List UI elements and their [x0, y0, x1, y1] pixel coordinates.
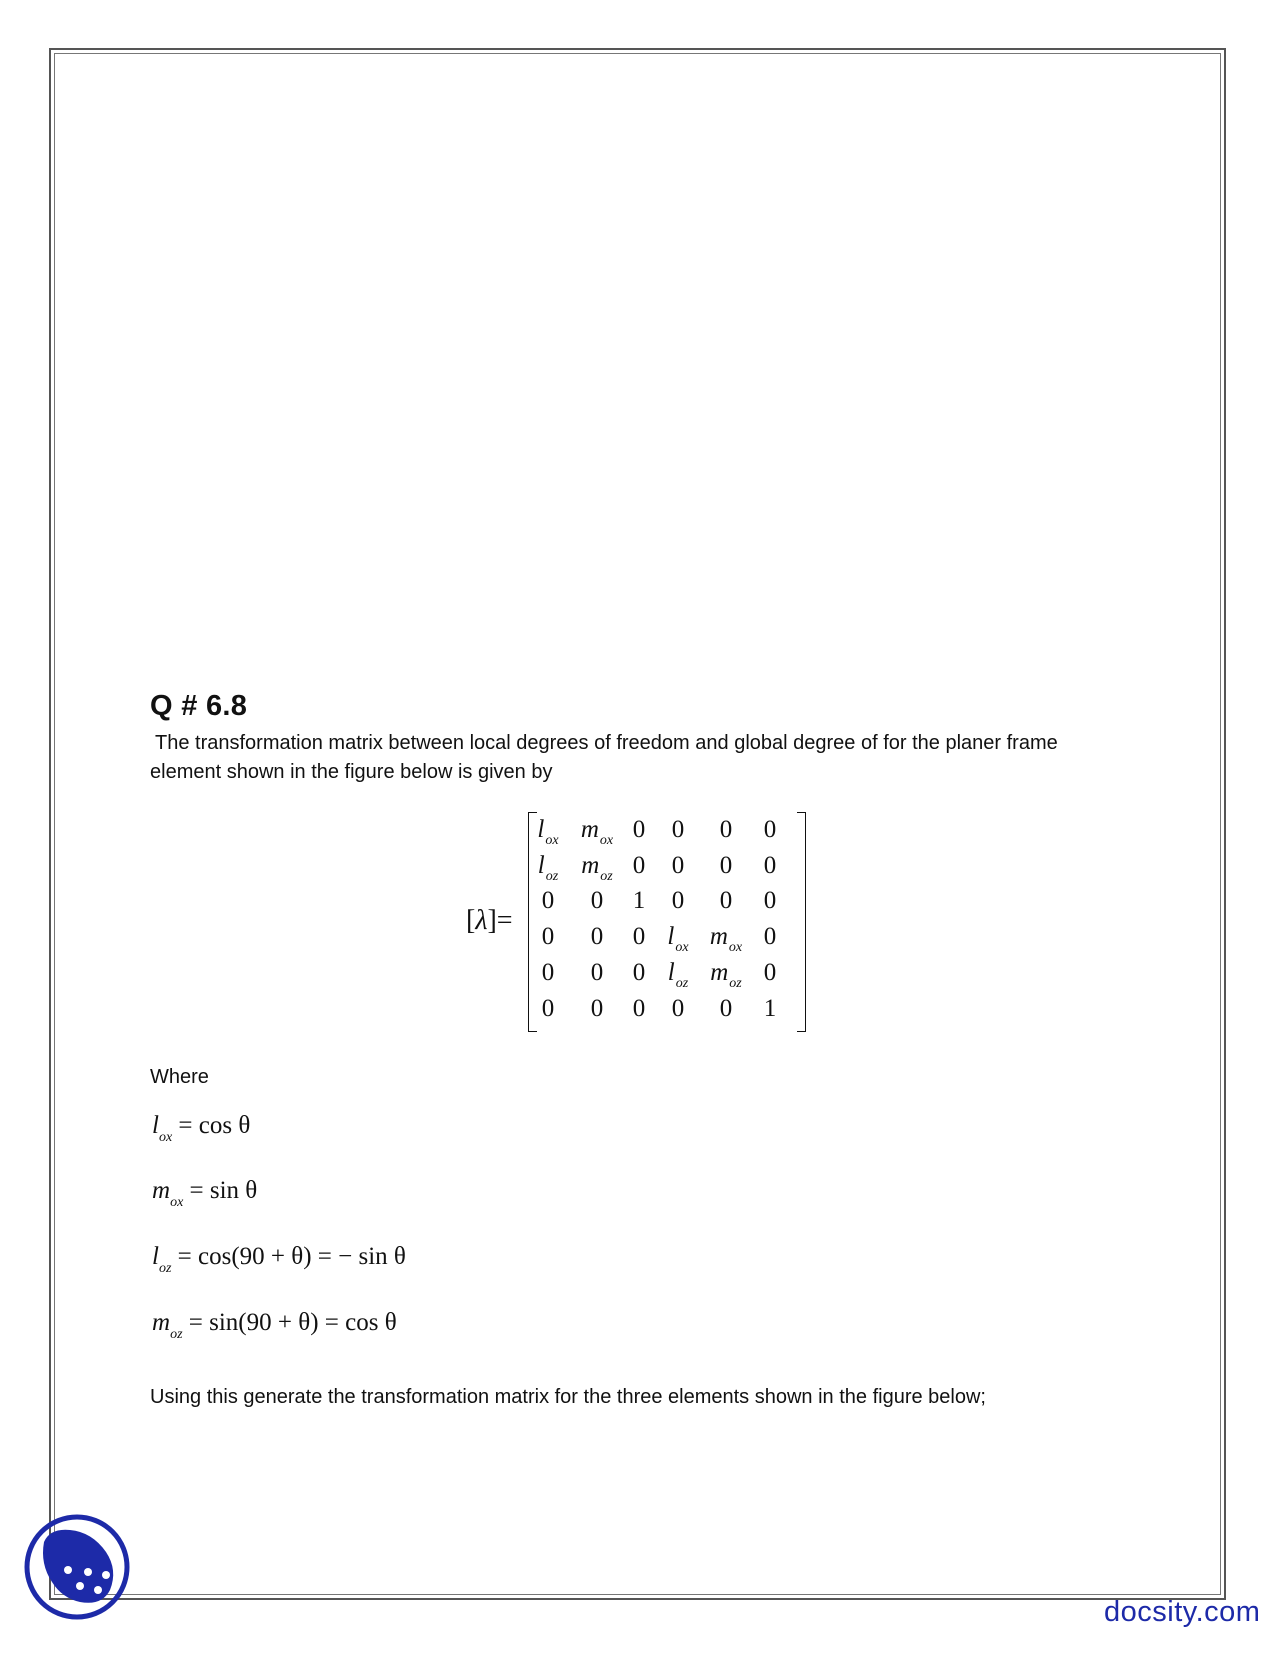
matrix-cell: 0	[671, 887, 685, 914]
matrix-cell: 0	[541, 923, 555, 950]
matrix-cell: 0	[671, 995, 685, 1022]
matrix-cell: 0	[632, 995, 646, 1022]
matrix-cell: 0	[763, 852, 777, 879]
intro-line-2: element shown in the figure below is given by	[150, 761, 553, 783]
matrix-cell: 0	[590, 923, 604, 950]
lambda-symbol: λ	[475, 905, 488, 936]
matrix-cell: 0	[719, 887, 733, 914]
matrix-cell: 0	[763, 887, 777, 914]
matrix-lhs: [λ]=	[466, 905, 513, 936]
docsity-brand[interactable]: docsity.com	[1104, 1596, 1261, 1628]
matrix-cell: 1	[632, 887, 646, 914]
matrix-cell: 0	[763, 959, 777, 986]
matrix-cell: $l_{oz}$	[537, 852, 559, 884]
matrix-cell: 0	[590, 995, 604, 1022]
matrix-cell: 0	[632, 816, 646, 843]
matrix-cell: 1	[763, 995, 777, 1022]
matrix-cell: 0	[590, 959, 604, 986]
matrix-cell: $m_{oz}$	[710, 959, 742, 991]
definition-line: $l_{ox} = \cos \theta$	[152, 1112, 251, 1145]
matrix-cell: 0	[541, 959, 555, 986]
transformation-matrix	[528, 812, 806, 1032]
question-title: Q # 6.8	[150, 690, 248, 722]
matrix-cell: 0	[719, 995, 733, 1022]
matrix-cell: 0	[719, 852, 733, 879]
matrix-cell: $m_{oz}$	[581, 852, 613, 884]
matrix-cell: 0	[763, 816, 777, 843]
definition-line: $m_{oz} = \sin(90 + \theta) = \cos \theta$	[152, 1309, 397, 1342]
matrix-cell: $m_{ox}$	[580, 816, 614, 848]
matrix-cell: $l_{oz}$	[667, 959, 689, 991]
matrix-cell: 0	[632, 923, 646, 950]
matrix-cell: 0	[632, 959, 646, 986]
matrix-cell: $m_{ox}$	[709, 923, 743, 955]
intro-line-1: The transformation matrix between local degrees of freedom and global degree of for the planer frame	[155, 732, 1058, 754]
definition-line: $m_{ox} = \sin \theta$	[152, 1177, 258, 1210]
matrix-cell: 0	[541, 887, 555, 914]
matrix-cell: 0	[671, 816, 685, 843]
matrix-cell: $l_{ox}$	[667, 923, 689, 955]
matrix-cell: 0	[632, 852, 646, 879]
matrix-cell: 0	[763, 923, 777, 950]
closing-text: Using this generate the transformation matrix for the three elements shown in the figure below;	[150, 1386, 986, 1408]
matrix-cell: 0	[719, 816, 733, 843]
definition-line: $l_{oz} = \cos(90 + \theta)$ = − sin θ	[152, 1243, 406, 1276]
matrix-right-bracket	[797, 812, 806, 1032]
matrix-cell: $l_{ox}$	[537, 816, 559, 848]
docsity-logo-icon	[22, 1512, 132, 1622]
matrix-cell: 0	[671, 852, 685, 879]
matrix-cell: 0	[541, 995, 555, 1022]
where-label: Where	[150, 1066, 209, 1088]
matrix-left-bracket	[528, 812, 537, 1032]
matrix-cell: 0	[590, 887, 604, 914]
question-intro	[150, 729, 1130, 787]
matrix-equals: =	[496, 905, 513, 936]
